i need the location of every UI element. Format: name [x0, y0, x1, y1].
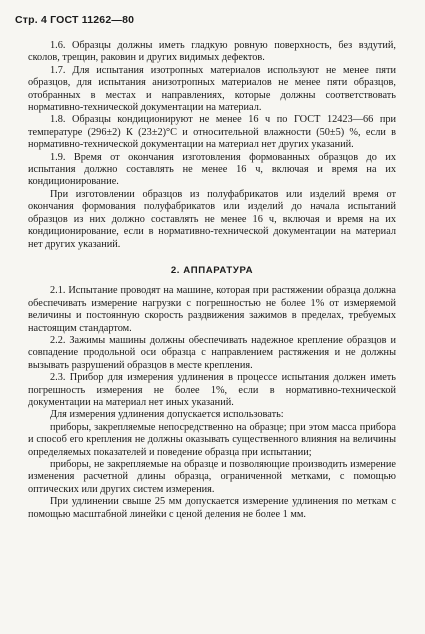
section-title: 2. АППАРАТУРА [170, 264, 254, 276]
paragraph-non-attached-devices: приборы, не закрепляемые на образце и позволяющие производить измерение изменения расчетной длины образца, ограниченной метками, с помощью оптических или других систем измерения. [28, 459, 396, 495]
paragraph-2-1: 2.1. Испытание проводят на машине, которая при растяжении образца должна обеспечивать измерение нагрузки с погрешностью не более 1% от измеряемой величины и постоянную скорость раздвижения зажимов в пределах, требуемых настоящим стандартом. [28, 285, 396, 334]
paragraph-ruler-measurement: При удлинении свыше 25 мм допускается измерение удлинения по меткам с помощью масштабной линейки с ценой деления не более 1 мм. [28, 496, 396, 520]
paragraph-1-6: 1.6. Образцы должны иметь гладкую ровную поверхность, без вздутий, сколов, трещин, раковин и других видимых дефектов. [28, 40, 396, 64]
paragraph-1-8: 1.8. Образцы кондиционируют не менее 16 ч по ГОСТ 12423—66 при температуре (296±2) К (23±2)°С и относительной влажности (50±5) %, если в нормативно-технической документации на материал нет других указаний. [28, 114, 396, 151]
paragraph-1-9-continued: При изготовлении образцов из полуфабрикатов или изделий время от окончания формования полуфабрикатов или изделий до начала испытаний образцов из них должно составлять не менее 16 ч, включая и время на их кондиционирование, если в нормативно-технической документации на материал нет других указаний. [28, 188, 396, 250]
document-body [28, 40, 396, 521]
paragraph-1-9: 1.9. Время от окончания изготовления формованных образцов до их испытания должно составлять не менее 16 ч, включая и время на их кондиционирование. [28, 151, 396, 188]
paragraph-2-2: 2.2. Зажимы машины должны обеспечивать надежное крепление образцов и совпадение продольной оси образца с направлением растяжения и не должны вызывать разрушений образцов в месте крепления. [28, 334, 396, 371]
paragraph-2-3: 2.3. Прибор для измерения удлинения в процессе испытания должен иметь погрешность измерения не более 1%, если в нормативно-технической документации на материал нет иных указаний. [28, 372, 396, 408]
page-header: Стр. 4 ГОСТ 11262—80 [15, 14, 135, 26]
paragraph-elongation-intro: Для измерения удлинения допускается использовать: [50, 409, 284, 421]
paragraph-1-7: 1.7. Для испытания изотропных материалов используют не менее пяти образцов, для испытания анизотропных материалов не менее пяти образцов, отобранных в местах и направлениях, которые должны соответствовать нормативно-технической документации на материал. [28, 64, 396, 114]
paragraph-attached-devices: приборы, закрепляемые непосредственно на образце; при этом масса прибора и способ его крепления не должны оказывать существенного влияния на величины определяемых показателей и поведение образца при испытании; [28, 421, 396, 458]
